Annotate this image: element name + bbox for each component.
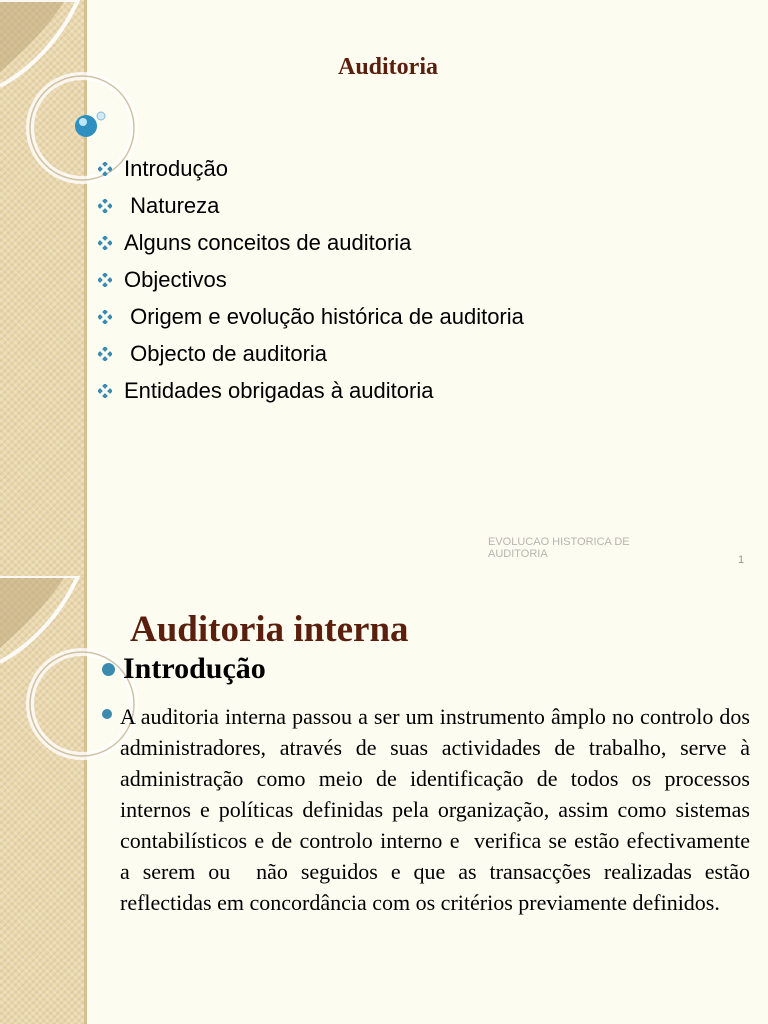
slide-footer: EVOLUCAO HISTORICA DE AUDITORIA xyxy=(488,536,630,560)
list-item xyxy=(98,372,524,409)
diamond-bullet-icon xyxy=(98,199,124,213)
list-item-label: Natureza xyxy=(124,192,220,218)
list-item xyxy=(98,187,524,224)
slide-2-title: Auditoria interna xyxy=(130,609,409,650)
slide-1-title: Auditoria xyxy=(337,54,438,80)
list-item-label: Origem e evolução histórica de auditoria xyxy=(124,303,524,329)
body-paragraph: A auditoria interna passou a ser um instrumento âmplo no controlo dos administradores, através de suas actividades de trabalho, serve à administração como meio de identificação de todos os processos internos e políticas definidas pela organização, assim como sistemas contabilísticos e de controlo interno e verifica se estão efectivamente a serem ou não seguidos e que as transacções realizadas estão reflectidas em concordância com os critérios previamente definidos. xyxy=(120,704,761,915)
list-item-label: Objectivos xyxy=(124,266,227,292)
topic-list xyxy=(98,150,524,409)
section-heading xyxy=(102,652,266,686)
diamond-bullet-icon xyxy=(98,273,124,287)
list-item xyxy=(98,335,524,372)
section-heading-label: Introdução xyxy=(123,652,266,685)
list-item-label: Objecto de auditoria xyxy=(124,340,328,366)
slide-2 xyxy=(0,576,768,1024)
list-item xyxy=(98,261,524,298)
diamond-bullet-icon xyxy=(98,162,124,176)
page-number: 1 xyxy=(738,554,745,566)
paragraph-block xyxy=(102,701,761,918)
list-item-label: Introdução xyxy=(124,155,228,181)
bullet-dot-icon xyxy=(102,663,115,676)
list-item-label: Entidades obrigadas à auditoria xyxy=(124,377,434,403)
list-item xyxy=(98,150,524,187)
diamond-bullet-icon xyxy=(98,236,124,250)
list-item xyxy=(98,298,524,335)
list-item-label: Alguns conceitos de auditoria xyxy=(124,229,412,255)
bullet-dot-icon xyxy=(102,709,112,719)
diamond-bullet-icon xyxy=(98,347,124,361)
diamond-bullet-icon xyxy=(98,310,124,324)
diamond-bullet-icon xyxy=(98,384,124,398)
list-item xyxy=(98,224,524,261)
